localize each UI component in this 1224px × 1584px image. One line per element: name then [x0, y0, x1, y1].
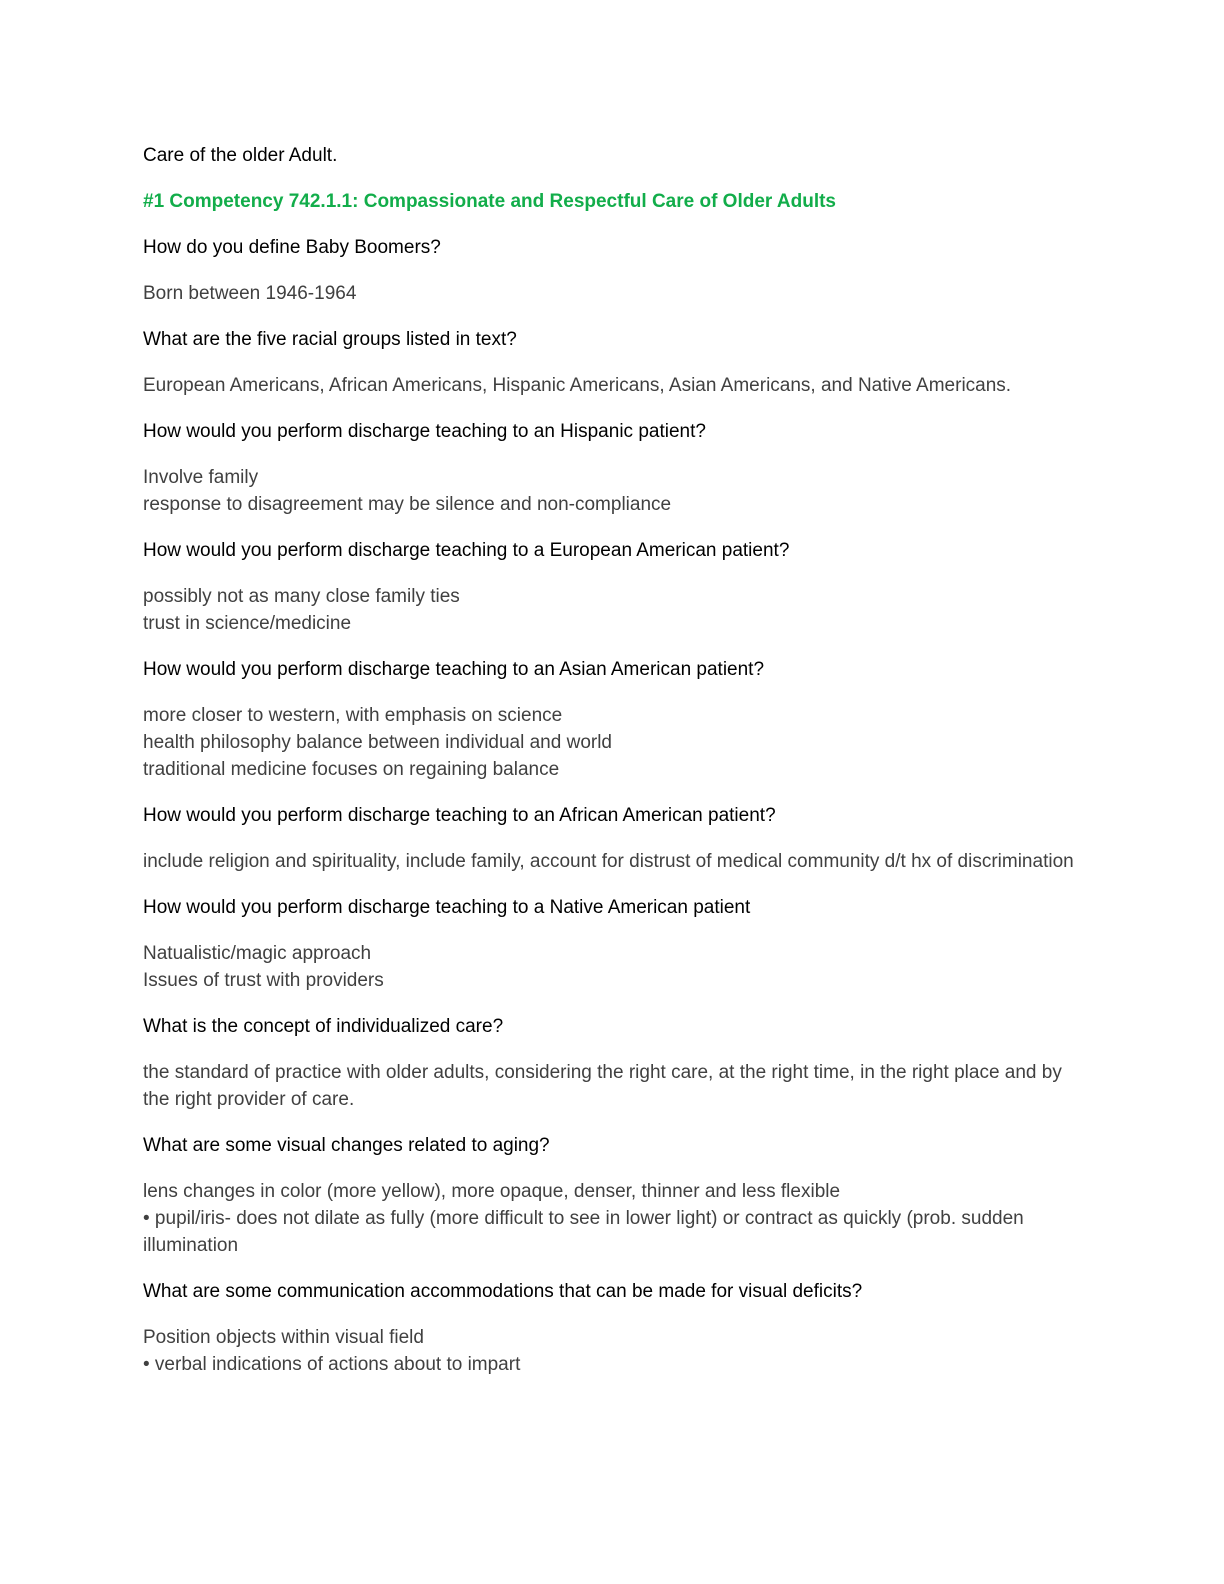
answer-line: • verbal indications of actions about to impart [143, 1354, 521, 1375]
answer-text [143, 372, 1083, 399]
question-text: What are the five racial groups listed in text? [143, 329, 517, 350]
qa-item [143, 802, 1083, 875]
section-heading: #1 Competency 742.1.1: Compassionate and Respectful Care of Older Adults [143, 191, 836, 212]
document-title: Care of the older Adult. [143, 145, 338, 166]
answer-text [143, 280, 1083, 307]
qa-item [143, 1013, 1083, 1113]
answer-line: response to disagreement may be silence and non-compliance [143, 494, 672, 515]
question-text: How would you perform discharge teaching to a European American patient? [143, 540, 790, 561]
qa-item [143, 418, 1083, 518]
answer-line: more closer to western, with emphasis on science [143, 705, 563, 726]
question-text: How would you perform discharge teaching to an Hispanic patient? [143, 421, 706, 442]
qa-item [143, 1278, 1083, 1378]
answer-line: trust in science/medicine [143, 613, 352, 634]
answer-line: Natualistic/magic approach [143, 943, 372, 964]
qa-list [143, 234, 1083, 1378]
qa-item [143, 537, 1083, 637]
answer-line: Born between 1946-1964 [143, 283, 357, 304]
answer-text [143, 1178, 1083, 1259]
question-text: How do you define Baby Boomers? [143, 237, 441, 258]
answer-line: Involve family [143, 467, 259, 488]
question-text: How would you perform discharge teaching to an African American patient? [143, 805, 776, 826]
answer-text [143, 848, 1083, 875]
answer-line: • pupil/iris- does not dilate as fully (more difficult to see in lower light) or contract as quickly (prob. sudden illumination [143, 1208, 1024, 1256]
answer-text [143, 464, 1083, 518]
answer-line: possibly not as many close family ties [143, 586, 460, 607]
answer-line: health philosophy balance between individual and world [143, 732, 612, 753]
qa-item [143, 234, 1083, 307]
answer-text [143, 940, 1083, 994]
answer-text [143, 1059, 1083, 1113]
answer-text [143, 702, 1083, 783]
answer-line: European Americans, African Americans, Hispanic Americans, Asian Americans, and Native Americans. [143, 375, 1012, 396]
answer-line: traditional medicine focuses on regaining balance [143, 759, 560, 780]
answer-line: lens changes in color (more yellow), more opaque, denser, thinner and less flexible [143, 1181, 841, 1202]
qa-item [143, 1132, 1083, 1259]
answer-line: include religion and spirituality, include family, account for distrust of medical community d/t hx of discrimination [143, 851, 1074, 872]
answer-text [143, 583, 1083, 637]
qa-item [143, 656, 1083, 783]
answer-line: Issues of trust with providers [143, 970, 384, 991]
question-text: How would you perform discharge teaching to a Native American patient [143, 897, 751, 918]
question-text: How would you perform discharge teaching to an Asian American patient? [143, 659, 765, 680]
answer-text [143, 1324, 1083, 1378]
answer-line: the standard of practice with older adults, considering the right care, at the right time, in the right place and by the right provider of care. [143, 1062, 1062, 1110]
question-text: What are some visual changes related to aging? [143, 1135, 550, 1156]
answer-line: Position objects within visual field [143, 1327, 424, 1348]
document-page [143, 142, 1083, 1397]
question-text: What are some communication accommodations that can be made for visual deficits? [143, 1281, 863, 1302]
qa-item [143, 894, 1083, 994]
question-text: What is the concept of individualized care? [143, 1016, 504, 1037]
qa-item [143, 326, 1083, 399]
